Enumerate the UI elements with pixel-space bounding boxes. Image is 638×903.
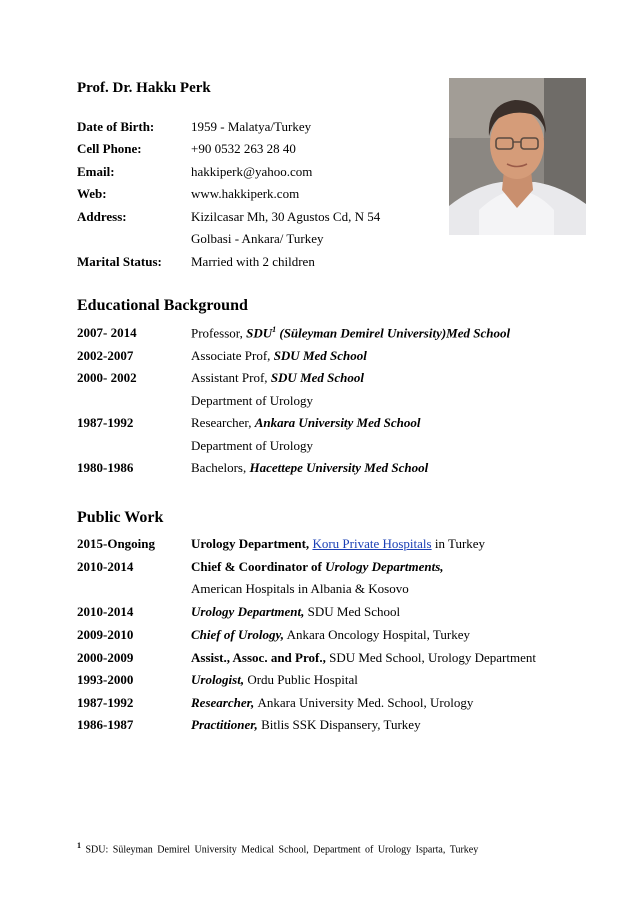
phone-value: +90 0532 263 28 40 <box>191 141 296 156</box>
edu-entry: Assistant Prof, SDU Med School <box>191 370 364 385</box>
footnote <box>77 841 478 855</box>
work-entry: Assist., Assoc. and Prof., SDU Med School, Urology Department <box>191 650 536 665</box>
work-years: 2000-2009 <box>77 650 134 665</box>
work-entry: Practitioner, Bitlis SSK Dispansery, Turkey <box>191 717 421 732</box>
public-work-heading: Public Work <box>77 509 164 526</box>
work-years: 1993-2000 <box>77 672 134 687</box>
phone-label: Cell Phone: <box>77 141 142 156</box>
web-value: www.hakkiperk.com <box>191 186 300 201</box>
address-label: Address: <box>77 209 127 224</box>
work-entry: Urology Department, Koru Private Hospitals in Turkey <box>191 536 486 551</box>
address-line2: Golbasi - Ankara/ Turkey <box>191 231 324 246</box>
email-value: hakkiperk@yahoo.com <box>191 164 313 179</box>
edu-years: 2000- 2002 <box>77 370 137 385</box>
footnote-marker: 1 <box>77 841 81 850</box>
work-years: 2010-2014 <box>77 604 134 619</box>
work-entry: Researcher, Ankara University Med. School, Urology <box>191 695 474 710</box>
marital-value: Married with 2 children <box>191 254 315 269</box>
edu-entry: Professor, SDU$^1$ (Süleyman Demirel University)Med School <box>191 325 511 341</box>
work-years: 1986-1987 <box>77 717 134 732</box>
edu-entry: Associate Prof, SDU Med School <box>191 348 367 363</box>
work-entry: Urologist, Ordu Public Hospital <box>191 672 358 687</box>
work-entry-continued: American Hospitals in Albania & Kosovo <box>191 581 409 596</box>
address-value: Kizilcasar Mh, 30 Agustos Cd, N 54 <box>191 209 381 224</box>
edu-entry: Bachelors, Hacettepe University Med School <box>191 460 429 475</box>
web-label: Web: <box>77 186 107 201</box>
work-entry: Chief of Urology, Ankara Oncology Hospital, Turkey <box>191 627 471 642</box>
edu-years: 2007- 2014 <box>77 325 137 340</box>
work-years: 2009-2010 <box>77 627 134 642</box>
edu-department: Department of Urology <box>191 393 314 408</box>
edu-years: 1980-1986 <box>77 460 134 475</box>
person-name: Prof. Dr. Hakkı Perk <box>77 80 211 96</box>
work-entry: Chief & Coordinator of Urology Departments, <box>191 559 444 574</box>
dob-label: Date of Birth: <box>77 119 155 134</box>
footnote-text: SDU: Süleyman Demirel University Medical School, Department of Urology Isparta, Turkey <box>85 844 479 856</box>
marital-label: Marital Status: <box>77 254 162 269</box>
edu-years: 1987-1992 <box>77 415 134 430</box>
koru-hospitals-link[interactable]: Koru Private Hospitals <box>312 536 432 551</box>
education-heading: Educational Background <box>77 297 248 314</box>
email-label: Email: <box>77 164 115 179</box>
edu-years: 2002-2007 <box>77 348 134 363</box>
work-years: 1987-1992 <box>77 695 134 710</box>
work-entry: Urology Department, SDU Med School <box>191 604 401 619</box>
edu-department: Department of Urology <box>191 438 314 453</box>
dob-value: 1959 - Malatya/Turkey <box>191 119 312 134</box>
work-years: 2015-Ongoing <box>77 536 156 551</box>
edu-entry: Researcher, Ankara University Med School <box>191 415 421 430</box>
portrait-photo <box>449 78 586 235</box>
work-years: 2010-2014 <box>77 559 134 574</box>
